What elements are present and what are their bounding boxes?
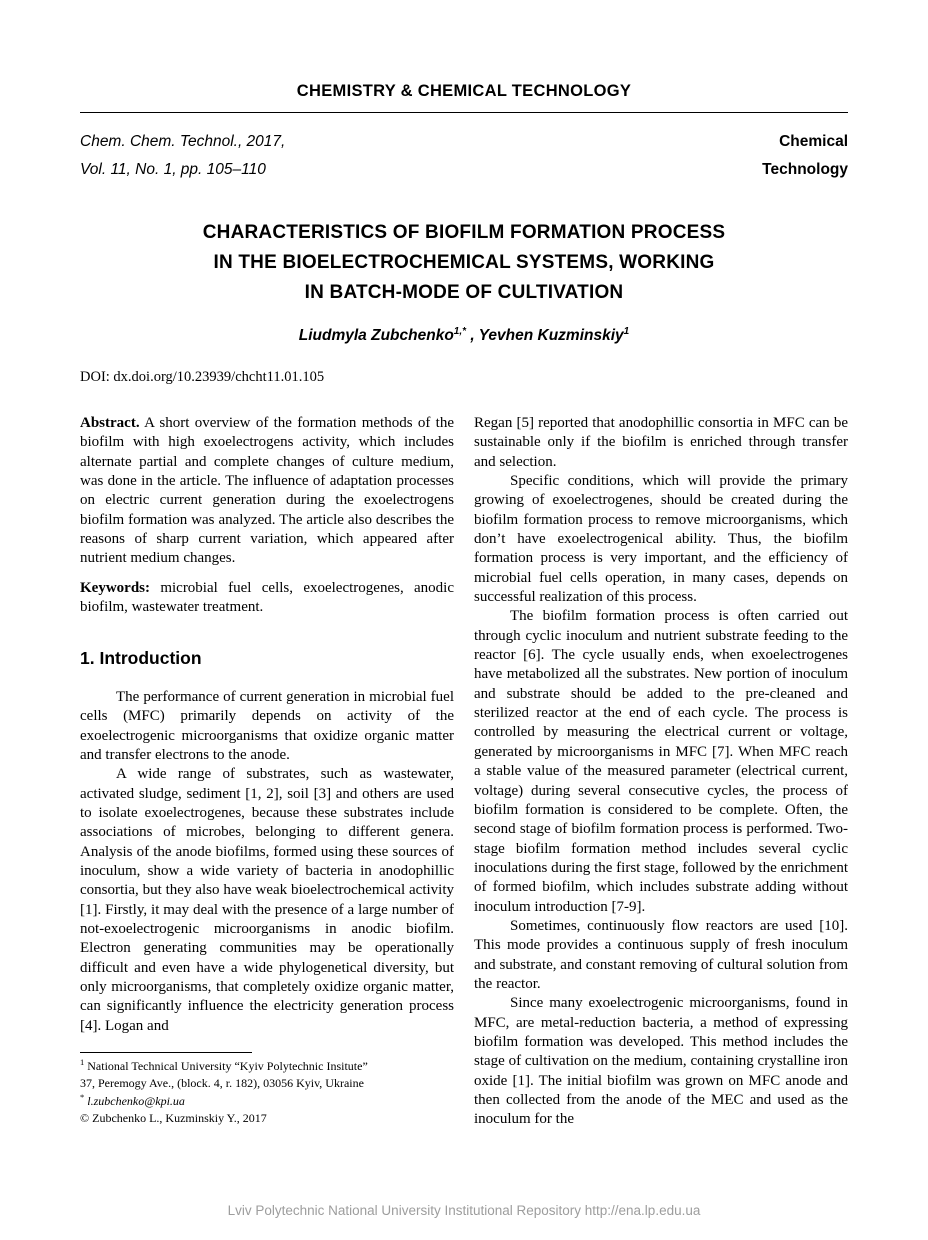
footnote-email-marker: * — [80, 1091, 85, 1102]
authors-line — [80, 326, 848, 345]
abstract-paragraph — [80, 414, 454, 569]
paragraph: Since many exoelectrogenic microorganisms, found in MFC, are metal-reduction bacteria, a method of expressing biofilm formation was developed. This method includes the stage of cultivation on the medium, containing crystalline iron oxide [1]. The initial biofilm was grown on MFC anode and then collected from the anode of the MEC and used as the inoculum for the — [474, 995, 848, 1128]
author-name: Liudmyla Zubchenko — [298, 326, 454, 344]
two-column-body — [80, 414, 848, 1130]
footnote-address: 37, Peremogy Ave., (block. 4, r. 182), 03056 Kyiv, Ukraine — [80, 1075, 364, 1090]
journal-section-line-1: Chemical — [779, 133, 848, 150]
author-affiliation-marker: 1 — [623, 325, 630, 337]
paragraph: Sometimes, continuously flow reactors are used [10]. This mode provides a continuous supply of fresh inoculum and substrate, and constant removing of cultural solution from the reactor. — [474, 917, 848, 992]
authors-separator: , — [466, 326, 479, 344]
repository-footer: Lviv Polytechnic National University Institutional Repository http://ena.lp.edu.ua — [227, 1203, 701, 1218]
abstract-label: Abstract. — [80, 414, 140, 431]
paper-title — [80, 218, 848, 308]
keywords-text: microbial fuel cells, exoelectrogenes, anodic biofilm, wastewater treatment. — [80, 579, 454, 616]
footnote-block — [80, 1052, 454, 1126]
abstract-text: A short overview of the formation methods of the biofilm with high exoelectrogens activity, which includes alternate partial and complete changes of culture medium, was done in the article. The influence of adaptation processes on electric current generation during the exoelectrogens biofilm formation was analyzed. The article also describes the reasons of sharp current variation, which appeared after nutrient medium changes. — [80, 414, 454, 567]
paragraph: The performance of current generation in microbial fuel cells (MFC) primarily depends on activity of the exoelectrogenic microorganisms that oxidize organic matter and transfer electrons to the anode. — [80, 688, 454, 764]
keywords-label: Keywords: — [80, 579, 150, 596]
footnote-affiliation-marker: 1 — [80, 1057, 85, 1068]
section-heading-introduction: 1. Introduction — [80, 648, 202, 669]
footnote-affiliation-text: National Technical University “Kyiv Polytechnic Insitute” — [84, 1059, 368, 1074]
paragraph: Regan [5] reported that anodophillic consortia in MFC can be sustainable only if the biofilm is enriched through transfer and selection. — [474, 414, 848, 470]
citation-line-1: Chem. Chem. Technol., 2017, — [80, 133, 286, 150]
paper-title-line: IN BATCH-MODE OF CULTIVATION — [304, 281, 624, 303]
footnote-rule — [80, 1052, 252, 1053]
paragraph: The biofilm formation process is often carried out through cyclic inoculum and nutrient substrate feeding to the reactor [6]. The cycle usually ends, when exoelectrogenes have metabolized all the substrates. New portion of inoculum and substrate should be added to the pre-cleaned and sterilized reactor at the end of each cycle. The process is controlled by measuring the electrical current or voltage, generated by microorganisms in MFC [7]. When MFC reach a stable value of the measured parameter (electrical current, voltage) during several consecutive cycles, the process of biofilm formation is considered to be complete. Often, the second stage of biofilm formation process is performed. Two-stage biofilm formation method includes several cyclic inoculations during the first stage, followed by the enrichment of formed biofilm, which includes substrate adding without inoculum introduction [7-9]. — [474, 608, 848, 915]
journal-banner: CHEMISTRY & CHEMICAL TECHNOLOGY — [296, 82, 632, 100]
citation-block — [80, 128, 285, 184]
journal-section-line-2: Technology — [762, 160, 848, 178]
author-name: Yevhen Kuzminskiy — [478, 326, 624, 344]
paragraph: Specific conditions, which will provide the primary growing of exoelectrogenes, should be created during the biofilm formation process to remove microorganisms, which don’t have exoelectrogenical ability. Thus, the biofilm formation process is very important, and the efficiency of microbial fuel cells operation, in many cases, depends on successful realization of this process. — [474, 473, 848, 606]
journal-meta-row — [80, 128, 848, 184]
paragraph: A wide range of substrates, such as wastewater, activated sludge, sediment [1, 2], soil [3] and others are used to isolate exoelectrogenes, because these substrates include associations of microbes, belonging to different genera. Analysis of the anode biofilms, formed using these sources of inoculum, show a wide variety of bacteria in anodophillic consortia, but they also have weak bioelectrochemical activity [1]. Firstly, it may deal with the presence of a large number of not-exoelectrogenic microorganisms in anodic biofilm. Electron generating communities may be operationally difficult and even have a wide phylogenetical diversity, but only microorganisms, that completely oxidize organic matter, can significantly influence the electricity generation process [4]. Logan and — [80, 766, 454, 1034]
footnote-email — [80, 1092, 454, 1110]
left-column — [80, 414, 454, 1130]
header-rule — [80, 112, 848, 113]
paper-title-line: IN THE BIOELECTROCHEMICAL SYSTEMS, WORKING — [213, 251, 715, 273]
right-column — [474, 414, 848, 1130]
footnote-copyright: © Zubchenko L., Kuzminskiy Y., 2017 — [80, 1110, 267, 1125]
author-affiliation-marker: 1,* — [453, 325, 467, 337]
footnote-email-address: l.zubchenko@kpi.ua — [84, 1093, 185, 1108]
citation-line-2: Vol. 11, No. 1, pp. 105–110 — [80, 160, 266, 178]
paper-title-line: CHARACTERISTICS OF BIOFILM FORMATION PROCESS — [202, 221, 726, 243]
footnote-affiliation — [80, 1057, 454, 1075]
keywords-paragraph — [80, 579, 454, 618]
doi-line: DOI: dx.doi.org/10.23939/chcht11.01.105 — [80, 368, 325, 385]
journal-section-label — [762, 128, 848, 184]
